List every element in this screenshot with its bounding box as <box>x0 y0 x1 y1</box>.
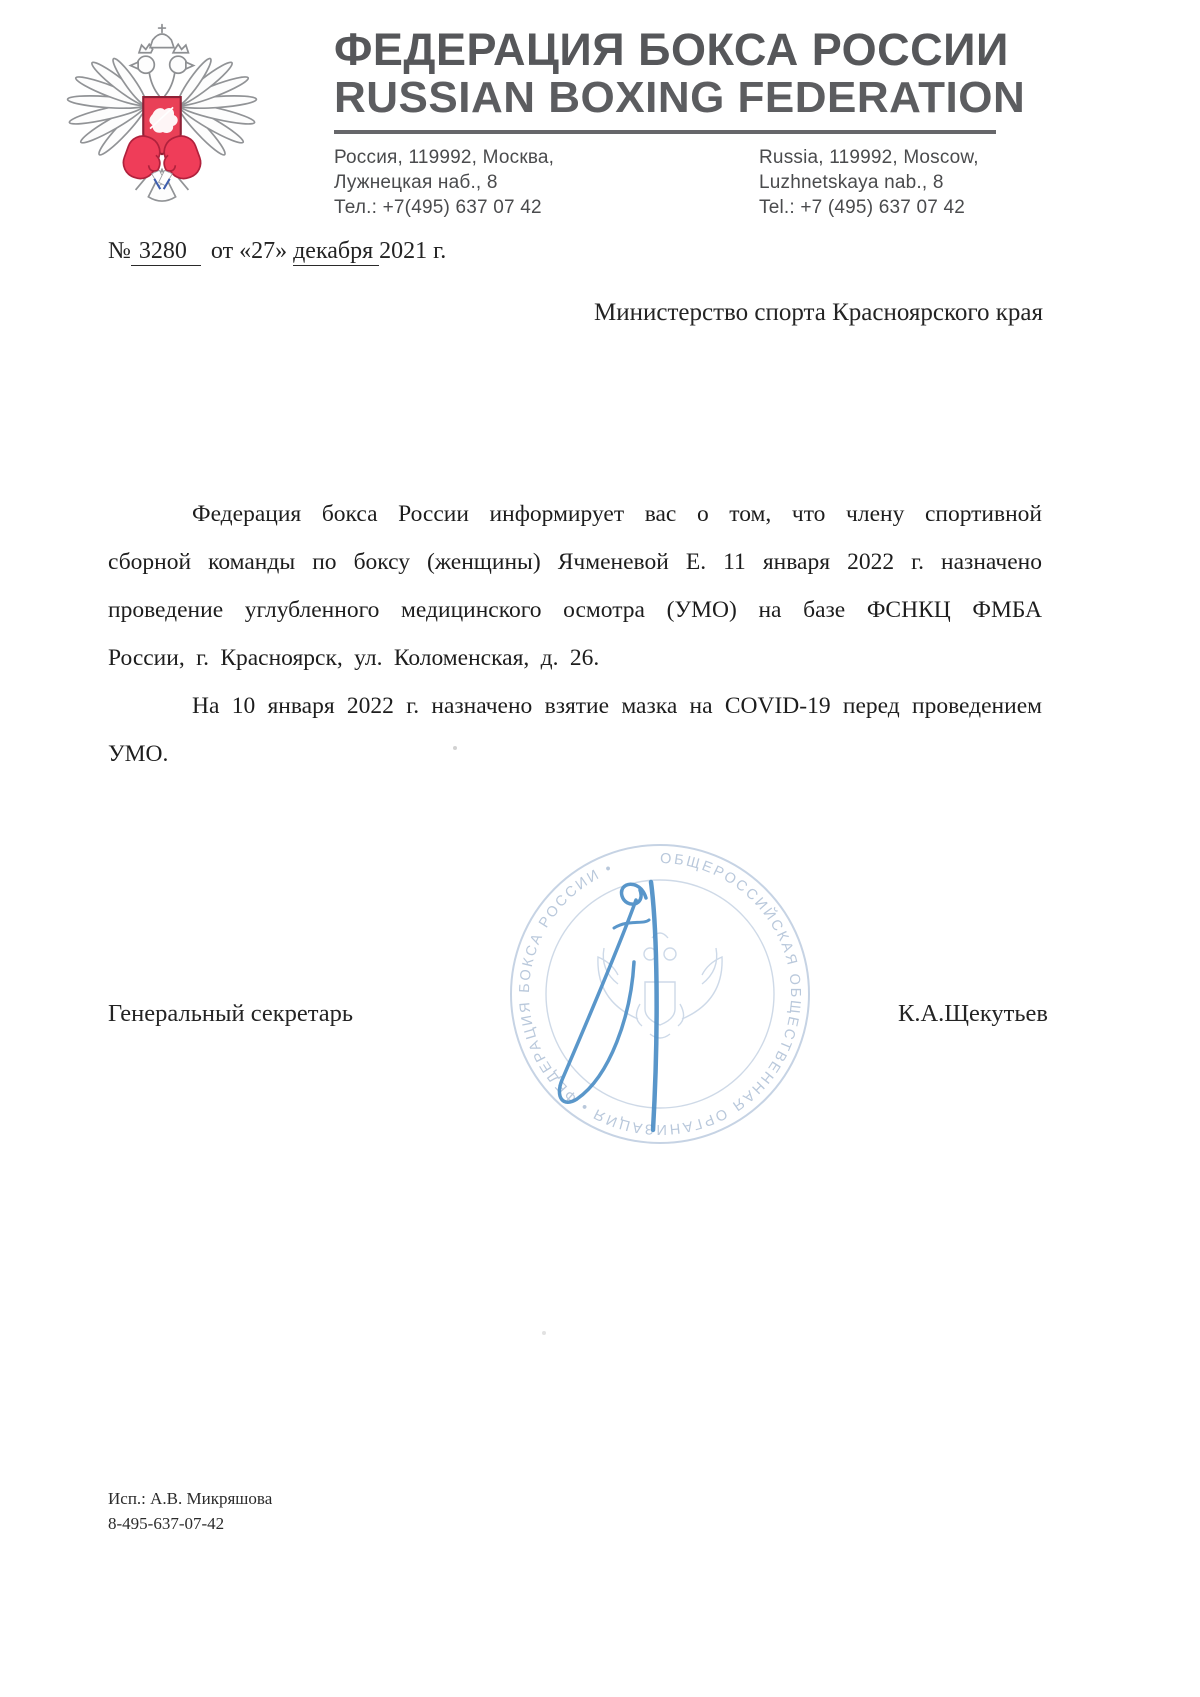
address-block <box>334 145 996 220</box>
scan-speckle <box>542 1331 546 1335</box>
executor-name: Исп.: А.В. Микряшова <box>108 1489 273 1508</box>
handwritten-signature <box>518 866 738 1146</box>
letter-body <box>108 490 1042 778</box>
date-infix: от «27» <box>210 238 288 264</box>
header-divider <box>334 130 996 134</box>
federation-emblem-logo <box>64 10 260 214</box>
org-title-en: RUSSIAN BOXING FEDERATION <box>334 73 1026 122</box>
crowns <box>139 25 188 53</box>
address-ru-line1: Россия, 119992, Москва, <box>334 147 555 168</box>
letterhead-text-block <box>334 24 1026 220</box>
reference-line <box>108 238 446 265</box>
body-paragraph-1: Федерация бокса России информирует вас о том, что члену спортивной сборной команды по боксу (женщины) Ячменевой Е. 11 января 2022 г. назначено проведение углубленного медицинского осмотра (УМО) на базе ФСНКЦ ФМБА России, г. Красноярск, ул. Коломенская, д. 26. <box>108 501 1042 671</box>
executor-block <box>108 1486 272 1536</box>
double-headed-eagle-boxing-gloves-icon <box>64 10 260 214</box>
address-ru <box>334 145 759 220</box>
address-en-line1: Russia, 119992, Moscow, <box>759 147 979 168</box>
number-sign: № <box>108 238 131 264</box>
signature-stroke-icon <box>518 866 738 1146</box>
recipient: Министерство спорта Красноярского края <box>594 299 1043 326</box>
signer-name: К.А.Щекутьев <box>898 1000 1049 1027</box>
body-paragraph-2: На 10 января 2022 г. назначено взятие мазка на COVID-19 перед проведением УМО. <box>108 693 1042 767</box>
date-year: 2021 г. <box>379 238 447 264</box>
outgoing-number: 3280 <box>131 238 201 266</box>
executor-phone: 8-495-637-07-42 <box>108 1514 225 1533</box>
stamp-rim-text: ОБЩЕРОССИЙСКАЯ ОБЩЕСТВЕННАЯ ОРГАНИЗАЦИЯ • ФЕДЕРАЦИЯ БОКСА РОССИИ • <box>516 850 804 1138</box>
signer-position-title: Генеральный секретарь <box>108 1000 354 1027</box>
date-month: декабря <box>293 238 379 266</box>
address-en-line2: Luzhnetskaya nab., 8 <box>759 172 944 193</box>
address-en-line3: Tel.: +7 (495) 637 07 42 <box>759 197 966 218</box>
address-ru-line2: Лужнецкая наб., 8 <box>334 172 498 193</box>
address-ru-line3: Тел.: +7(495) 637 07 42 <box>334 197 542 218</box>
org-title-ru: ФЕДЕРАЦИЯ БОКСА РОССИИ <box>334 24 1009 75</box>
scan-speckle <box>453 746 457 750</box>
address-en <box>759 145 996 220</box>
